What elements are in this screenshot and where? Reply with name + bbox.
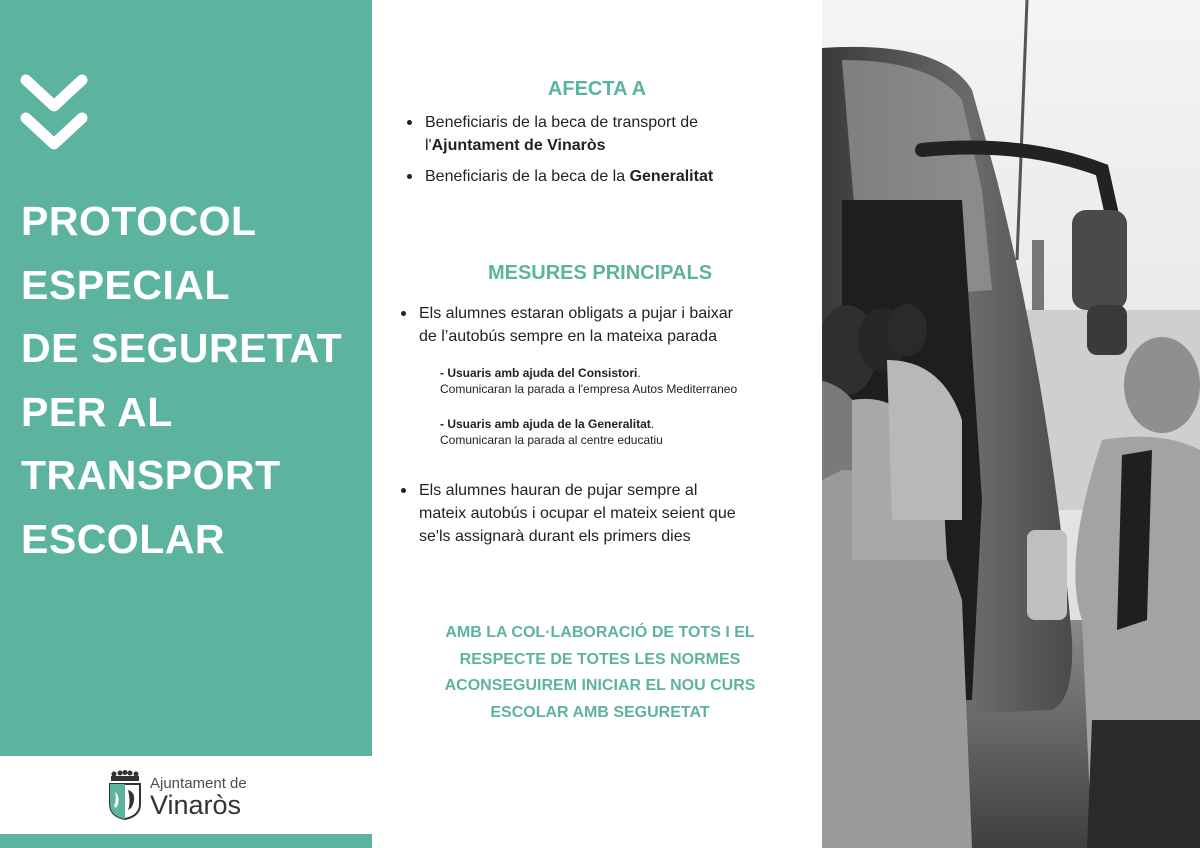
title-line: ESCOLAR — [21, 515, 225, 562]
sub-note-dot: . — [637, 366, 641, 380]
mesures-heading: MESURES PRINCIPALS — [487, 262, 713, 284]
crest-icon — [108, 770, 142, 820]
bottom-strip — [0, 834, 372, 848]
closing-line: RESPECTE DE TOTES LES NORMES — [459, 650, 741, 668]
list-item — [419, 302, 804, 348]
double-chevron-down-icon — [20, 74, 88, 154]
sub-note-text: Comunicaran la parada al centre educatiu — [440, 433, 663, 447]
sub-note-text: Comunicaran la parada a l'empresa Autos Mediterraneo — [440, 382, 738, 396]
sub-note — [440, 416, 663, 448]
sub-note — [440, 365, 737, 397]
poster-title — [21, 190, 366, 571]
item-text: l' — [425, 137, 432, 154]
item-text: se'ls assignarà durant els primers dies — [419, 528, 691, 545]
title-line: PROTOCOL — [21, 198, 257, 244]
afecta-heading: AFECTA A — [547, 78, 647, 100]
list-item — [419, 479, 814, 548]
item-bold: Ajuntament de Vinaròs — [431, 137, 606, 154]
title-line: PER AL — [21, 388, 173, 435]
item-text: Beneficiaris de la beca de la — [425, 168, 630, 185]
item-text: Beneficiaris de la beca de transport de — [425, 114, 699, 131]
item-text: Els alumnes estaran obligats a pujar i baixar — [419, 305, 733, 322]
item-text: de l’autobús sempre en la mateixa parada — [419, 328, 717, 345]
item-bold: Generalitat — [629, 168, 714, 185]
title-line: TRANSPORT — [21, 452, 281, 498]
sub-note-bold: - Usuaris amb ajuda de la Generalitat — [440, 417, 651, 431]
list-item — [425, 165, 785, 188]
closing-line: ESCOLAR AMB SEGURETAT — [490, 703, 710, 721]
item-text: Els alumnes hauran de pujar sempre al — [419, 482, 698, 499]
logo-text-big: Vinaròs — [150, 790, 242, 820]
item-text: mateix autobús i ocupar el mateix seient que — [419, 505, 736, 522]
sub-note-bold: - Usuaris amb ajuda del Consistori — [440, 366, 638, 380]
closing-line: ACONSEGUIREM INICIAR EL NOU CURS — [444, 677, 756, 694]
list-item — [425, 111, 785, 157]
closing-message — [400, 620, 800, 726]
title-line: DE SEGURETAT — [21, 325, 343, 371]
title-panel — [0, 0, 372, 756]
logo-text-small: Ajuntament de — [150, 775, 247, 792]
title-line: ESPECIAL — [21, 261, 231, 308]
bus-boarding-photo — [822, 0, 1200, 848]
municipal-logo — [0, 756, 372, 834]
closing-line: AMB LA COL·LABORACIÓ DE TOTS I EL — [445, 624, 755, 641]
sub-note-dot: . — [650, 417, 655, 431]
